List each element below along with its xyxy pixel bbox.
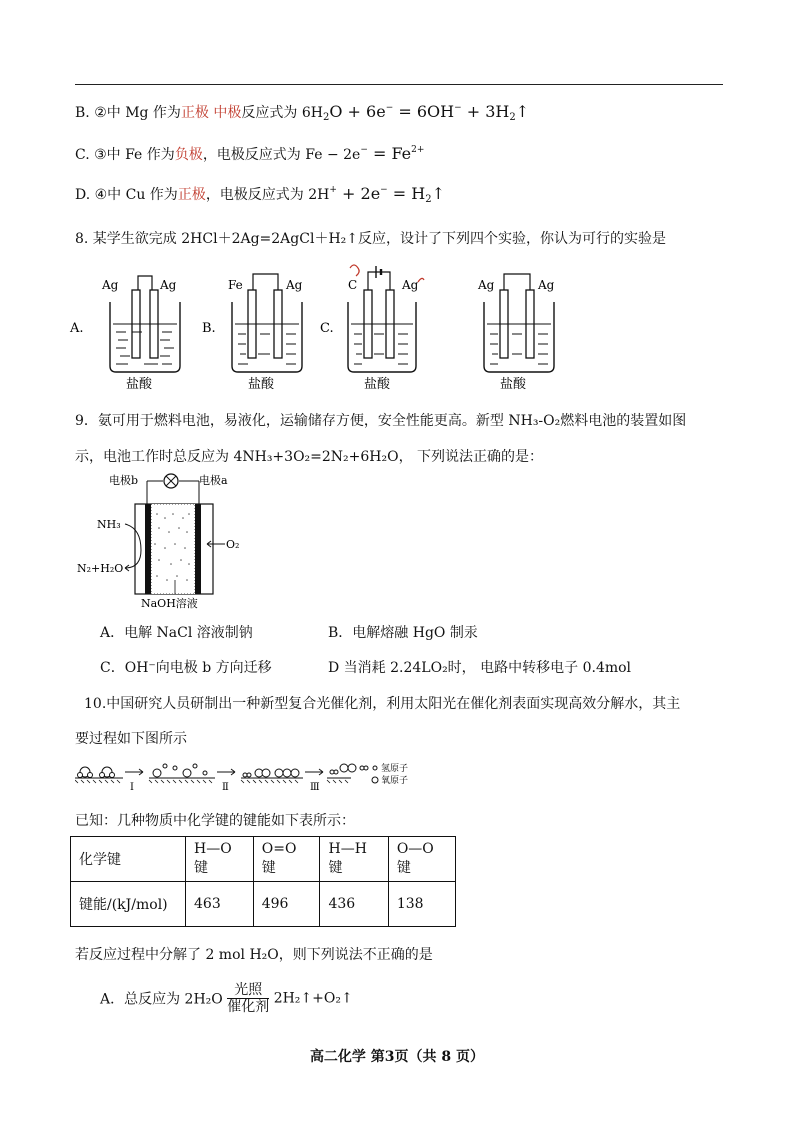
table-header-cell: O=O 键: [253, 837, 320, 882]
q9-option-c: C．OH⁻向电极 b 方向迁移: [100, 660, 272, 676]
condition-bottom: 催化剂: [227, 999, 270, 1015]
stage-2-label: Ⅱ: [222, 782, 229, 793]
apparatus-a-solution: 盐酸: [126, 377, 153, 392]
condition-top: 光照: [227, 982, 269, 999]
water-splitting-process-figure: [75, 758, 435, 794]
q10-option-a: [100, 982, 353, 1015]
apparatus-c: [320, 265, 424, 392]
apparatus-a-label: A.: [70, 321, 84, 336]
apparatus-c-left-electrode: C: [348, 278, 358, 292]
table-header-cell: H—H 键: [320, 837, 388, 882]
q9-option-d: D 当消耗 2.24LO₂时， 电路中转移电子 0.4mol: [328, 660, 632, 676]
nh3-inlet-label: NH₃: [97, 518, 121, 531]
table-row: [71, 882, 456, 927]
q9-option-a: A．电解 NaCl 溶液制钠: [100, 625, 253, 641]
table-cell: 436: [320, 882, 388, 927]
apparatus-d-left-electrode: Ag: [478, 278, 495, 292]
table-cell: 463: [186, 882, 254, 927]
table-header-row: [71, 837, 456, 882]
table-header-cell: O—O 键: [388, 837, 455, 882]
apparatus-b-right-electrode: Ag: [286, 278, 303, 292]
fuel-cell-figure: [75, 470, 255, 610]
q8-apparatus-figure: [60, 262, 560, 392]
oxygen-legend-icon: [372, 777, 378, 783]
table-header-cell: H—O 键: [186, 837, 254, 882]
apparatus-c-solution: 盐酸: [364, 377, 391, 392]
table-header-cell: 化学键: [71, 837, 186, 882]
products-label: N₂+H₂O: [77, 562, 124, 575]
header-rule: [75, 84, 723, 85]
q9-stem-line2: 示，电池工作时总反应为 4NH₃+3O₂=2N₂+6H₂O， 下列说法正确的是：: [75, 449, 544, 465]
table-cell: 496: [253, 882, 320, 927]
table-cell: 键能/(kJ/mol): [71, 882, 186, 927]
apparatus-a-right-electrode: Ag: [160, 278, 177, 292]
q10-stem-line2: 要过程如下图所示: [75, 731, 187, 747]
electrolyte-label: NaOH溶液: [141, 597, 198, 610]
apparatus-a-left-electrode: Ag: [102, 278, 119, 292]
reaction-condition: [227, 982, 269, 1015]
table-cell: 138: [388, 882, 455, 927]
legend-hydrogen: 氢原子: [381, 764, 409, 774]
q10-condition: 若反应过程中分解了 2 mol H₂O，则下列说法不正确的是: [75, 947, 433, 963]
q9-stem-line1: 9．氨可用于燃料电池，易液化，运输储存方便，安全性能更高。新型 NH₃-O₂燃料电池的装置如图: [75, 413, 687, 429]
apparatus-b-left-electrode: Fe: [228, 278, 243, 292]
hydrogen-legend-icon: [373, 766, 377, 770]
apparatus-c-right-electrode: Ag: [402, 278, 419, 292]
q7-option-c: C. ③中 Fe 作为负极，电极反应式为 $Fe - 2e^- = Fe^{2+}$: [75, 144, 425, 163]
stage-3-label: Ⅲ: [310, 782, 320, 793]
q10-option-a-lead: A．总反应为 2H₂O: [100, 991, 223, 1008]
o2-inlet-label: O₂: [226, 538, 240, 551]
q7-option-d: D. ④中 Cu 作为正极，电极反应式为 $2H^+ + 2e^- = H_2↑$: [75, 184, 446, 205]
electrode-b-label: 电极b: [109, 474, 139, 487]
apparatus-a: [69, 276, 180, 392]
q10-option-a-tail: 2H₂↑+O₂↑: [273, 990, 353, 1007]
q8-stem: 8. 某学生欲完成 2HCl＋2Ag=2AgCl＋H₂↑反应，设计了下列四个实验，你认为可行的实验是: [75, 231, 666, 247]
legend-oxygen: 氧原子: [381, 776, 409, 786]
q7-option-b: B. ②中 Mg 作为正极 中极反应式为 $6H_2O + 6e^- = 6OH^-$ + $3H_2↑$: [75, 102, 530, 123]
apparatus-d-right-electrode: Ag: [538, 278, 555, 292]
electrode-a-label: 电极a: [199, 474, 228, 487]
apparatus-d: [477, 274, 555, 392]
apparatus-d-solution: 盐酸: [500, 377, 527, 392]
apparatus-c-label: C.: [320, 321, 334, 336]
q10-known: 已知：几种物质中化学键的键能如下表所示：: [75, 813, 355, 829]
q9-option-b: B．电解熔融 HgO 制汞: [328, 625, 478, 641]
stage-1-label: Ⅰ: [130, 782, 134, 793]
bond-energy-table: [70, 836, 456, 927]
apparatus-b-solution: 盐酸: [248, 377, 275, 392]
q10-stem-line1: 10.中国研究人员研制出一种新型复合光催化剂，利用太阳光在催化剂表面实现高效分解水，其主: [84, 696, 681, 712]
apparatus-b: [202, 274, 303, 392]
page-footer: 高二化学 第3页（共 8 页）: [309, 1049, 485, 1065]
apparatus-b-label: B.: [202, 321, 216, 336]
